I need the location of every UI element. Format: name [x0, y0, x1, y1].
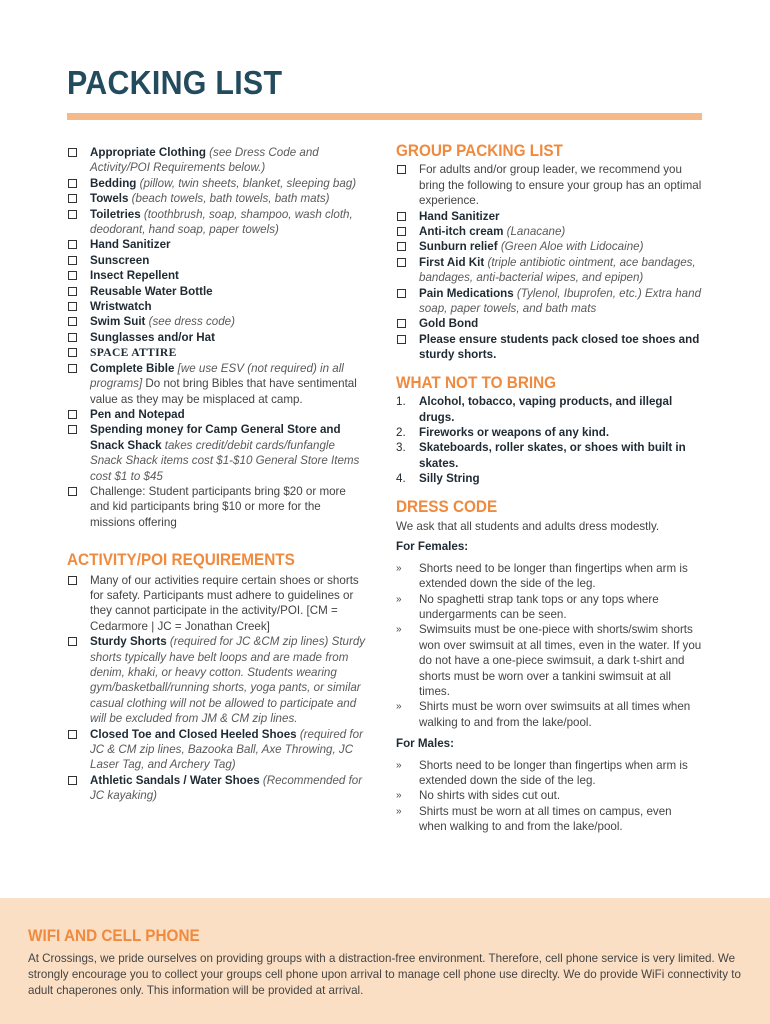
dress-rule	[396, 788, 702, 803]
checklist-item	[67, 773, 367, 804]
right-column	[396, 143, 702, 835]
activity-requirements-list	[67, 573, 367, 804]
checklist-item	[67, 191, 367, 206]
item-space-attire: SPACE ATTIRE	[90, 346, 177, 360]
checklist-item	[67, 207, 367, 238]
checkbox-icon	[397, 319, 406, 328]
item-note: (Lanacane)	[503, 225, 566, 239]
item-note: (pillow, twin sheets, blanket, sleeping bag)	[136, 176, 357, 190]
checkbox-icon	[397, 242, 406, 251]
checklist-item	[67, 422, 367, 484]
title-divider	[67, 113, 702, 120]
dress-rule	[396, 622, 702, 699]
dress-code-heading: DRESS CODE	[396, 496, 498, 516]
checklist-item	[396, 162, 702, 208]
checklist-item	[67, 727, 367, 773]
group-packing-list	[396, 162, 702, 362]
checkbox-icon	[68, 776, 77, 785]
item-text: Many of our activities require certain shoes or shorts for safety. Participants must adhere to guidelines or they cannot participate in the activity/POI. [CM = Cedarmore | JC = Jonathan Creek]	[90, 573, 359, 633]
item-title: Spending money for Camp General Store and Snack Shack	[90, 423, 341, 452]
item-title: Please ensure students pack closed toe shoes and sturdy shorts.	[419, 332, 700, 362]
checkbox-icon	[68, 364, 77, 373]
not-bring-heading: WHAT NOT TO BRING	[396, 372, 557, 392]
checkbox-icon	[68, 317, 77, 326]
item-title: Bedding	[90, 176, 137, 190]
item-text: Do not bring Bibles that have sentimental value as they may be misplaced at camp.	[90, 377, 357, 406]
checkbox-icon	[397, 289, 406, 298]
rule-text: Shirts must be worn at all times on campus, even when walking to and from the lake/pool.	[419, 804, 672, 834]
not-bring-item	[396, 440, 702, 471]
item-note: (see Dress Code and Activity/POI Requirements below.)	[90, 146, 319, 175]
item-text: Alcohol, tobacco, vaping products, and illegal drugs.	[419, 395, 673, 424]
rule-text: No shirts with sides cut out.	[419, 789, 561, 803]
checkbox-icon	[68, 271, 77, 280]
item-number: 1.	[396, 395, 406, 409]
not-bring-item	[396, 425, 702, 440]
checkbox-icon	[397, 165, 406, 174]
checklist-item	[67, 634, 367, 726]
item-text: Challenge: Student participants bring $20 or more and kid participants bring $10 or more for the missions offering	[90, 484, 346, 529]
rule-text: No spaghetti strap tank tops or any tops where undergarments can be seen.	[419, 592, 659, 621]
item-title: Reusable Water Bottle	[90, 284, 213, 298]
rule-text: Shirts must be worn over swimsuits at all times when walking to and from the lake/pool.	[419, 700, 691, 729]
checklist-item	[67, 237, 367, 252]
bullet-icon: »	[396, 790, 402, 802]
group-packing-heading: GROUP PACKING LIST	[396, 141, 563, 160]
activity-heading: ACTIVITY/POI REQUIREMENTS	[67, 550, 295, 570]
rule-text: Shorts need to be longer than fingertips when arm is extended down the side of the leg.	[419, 561, 688, 591]
checkbox-icon	[68, 333, 77, 342]
checklist-item	[396, 224, 702, 239]
rule-text: Swimsuits must be one-piece with shorts/swim shorts won over swimsuit at all times, even in the water. If you do not have a one-piece swimsuit, a dark t-shirt and shorts must be worn over a tankini swimsuit at all times.	[419, 623, 702, 698]
checkbox-icon	[68, 348, 77, 357]
item-title: Complete Bible	[90, 361, 175, 375]
page-title: PACKING LIST	[67, 64, 283, 101]
bullet-icon: »	[396, 805, 402, 817]
checkbox-icon	[68, 410, 77, 419]
checklist-item	[67, 145, 367, 176]
item-title: Swim Suit	[90, 315, 146, 329]
item-note: (required for JC &CM zip lines) Sturdy shorts typically have belt loops and are made from denim, khaki, or heavy cotton. Students wearing gym/basketball/running shorts, yoga pants, or similar casual clothing will not be allowed to participate and will be excluded from JM & CM zip lines.	[90, 635, 366, 726]
left-column	[67, 145, 367, 804]
item-note: (required for JC & CM zip lines, Bazooka Ball, Axe Throwing, JC Laser Tag, and Archery Tag)	[90, 727, 363, 772]
item-note: (Tylenol, Ibuprofen, etc.) Extra hand soap, paper towels, and bath mats	[419, 286, 702, 316]
checklist-item	[396, 316, 702, 331]
checklist-item	[396, 255, 702, 286]
checkbox-icon	[68, 302, 77, 311]
item-title: First Aid Kit	[419, 255, 485, 269]
wifi-text: At Crossings, we pride ourselves on providing groups with a distraction-free environment. Therefore, cell phone service is very limited. We strongly encourage you to collect your groups cell phone upon arrival to manage cell phone use direclty. We do provide WiFi connectivity to adult chaperones only. This information will be provided at arrival.	[28, 952, 741, 997]
checklist-item	[67, 361, 367, 407]
checklist-item	[67, 299, 367, 314]
item-note: [we use ESV (not required) in all programs]	[90, 361, 344, 391]
checkbox-icon	[68, 148, 77, 157]
checklist-item	[396, 239, 702, 254]
checkbox-icon	[397, 212, 406, 221]
item-note: (see dress code)	[145, 315, 235, 329]
item-note: (beach towels, bath towels, bath mats)	[128, 192, 330, 206]
item-title: Appropriate Clothing	[90, 146, 206, 159]
checkbox-icon	[397, 227, 406, 236]
checklist-item	[396, 332, 702, 363]
item-number: 3.	[396, 441, 406, 455]
item-title: Anti-itch cream	[419, 225, 504, 239]
item-note: (Recommended for JC kayaking)	[90, 773, 363, 803]
dress-rule	[396, 699, 702, 730]
dress-rule	[396, 804, 702, 835]
checkbox-icon	[68, 210, 77, 219]
checkbox-icon	[68, 487, 77, 496]
checkbox-icon	[397, 335, 406, 344]
item-text: Fireworks or weapons of any kind.	[419, 425, 610, 439]
checklist-item	[67, 407, 367, 422]
bullet-icon: »	[396, 593, 402, 605]
item-title: Hand Sanitizer	[419, 209, 500, 223]
item-title: Closed Toe and Closed Heeled Shoes	[90, 727, 297, 741]
checklist-item	[67, 314, 367, 329]
checkbox-icon	[68, 194, 77, 203]
item-title: Sunglasses and/or Hat	[90, 330, 215, 344]
males-label: For Males:	[396, 737, 454, 751]
not-bring-list	[396, 394, 702, 486]
item-note: (Green Aloe with Lidocaine)	[497, 240, 644, 254]
checklist-item	[67, 573, 367, 635]
item-title: Gold Bond	[419, 317, 479, 331]
dress-rule	[396, 758, 702, 789]
checklist-item	[67, 345, 367, 360]
item-text: Skateboards, roller skates, or shoes with built in skates.	[419, 441, 686, 470]
dress-rule	[396, 561, 702, 592]
females-rules	[396, 561, 702, 730]
checklist-item	[396, 209, 702, 224]
bullet-icon: »	[396, 701, 402, 713]
item-title: Sunburn relief	[419, 240, 498, 254]
males-rules	[396, 758, 702, 835]
checklist-item	[67, 253, 367, 268]
checkbox-icon	[68, 287, 77, 296]
checkbox-icon	[68, 179, 77, 188]
item-title: Wristwatch	[90, 300, 152, 314]
checklist-item	[67, 484, 367, 530]
checkbox-icon	[68, 240, 77, 249]
bullet-icon: »	[396, 562, 402, 574]
item-title: Insect Repellent	[90, 269, 179, 283]
dress-rule	[396, 592, 702, 623]
item-title: Pain Medications	[419, 286, 514, 300]
bullet-icon: »	[396, 759, 402, 771]
females-label: For Females:	[396, 540, 469, 554]
checklist-item	[396, 286, 702, 317]
not-bring-item	[396, 394, 702, 425]
item-text: For adults and/or group leader, we recommend you bring the following to ensure your group has an optimal experience.	[419, 163, 702, 208]
checkbox-icon	[68, 730, 77, 739]
item-title: Hand Sanitizer	[90, 238, 171, 252]
checkbox-icon	[68, 637, 77, 646]
item-number: 4.	[396, 472, 406, 486]
item-note: (triple antibiotic ointment, ace bandages, bandages, anti-bacterial wipes, and epipen)	[419, 255, 696, 285]
checklist-item	[67, 284, 367, 299]
checkbox-icon	[397, 258, 406, 267]
item-title: Athletic Sandals / Water Shoes	[90, 773, 260, 787]
checklist-item	[67, 330, 367, 345]
item-number: 2.	[396, 425, 406, 439]
item-title: Towels	[90, 192, 129, 206]
item-title: Sunscreen	[90, 253, 150, 267]
bullet-icon: »	[396, 624, 402, 636]
item-note: takes credit/debit cards/funfangle Snack Shack items cost $1-$10 General Store Items cost $1 to $45	[90, 438, 360, 483]
checklist-item	[67, 268, 367, 283]
wifi-heading: WIFI AND CELL PHONE	[28, 926, 200, 945]
item-title: Pen and Notepad	[90, 407, 185, 421]
personal-packing-list	[67, 145, 367, 530]
checkbox-icon	[68, 425, 77, 434]
rule-text: Shorts need to be longer than fingertips when arm is extended down the side of the leg.	[419, 758, 688, 788]
checkbox-icon	[68, 576, 77, 585]
item-title: Toiletries	[90, 207, 141, 221]
item-title: Sturdy Shorts	[90, 635, 167, 649]
item-text: Silly String	[419, 472, 480, 486]
dress-code-intro: We ask that all students and adults dress modestly.	[396, 519, 660, 533]
not-bring-item	[396, 471, 702, 486]
item-note: (toothbrush, soap, shampoo, wash cloth, deodorant, hand soap, paper towels)	[90, 207, 353, 237]
checklist-item	[67, 176, 367, 191]
checkbox-icon	[68, 256, 77, 265]
